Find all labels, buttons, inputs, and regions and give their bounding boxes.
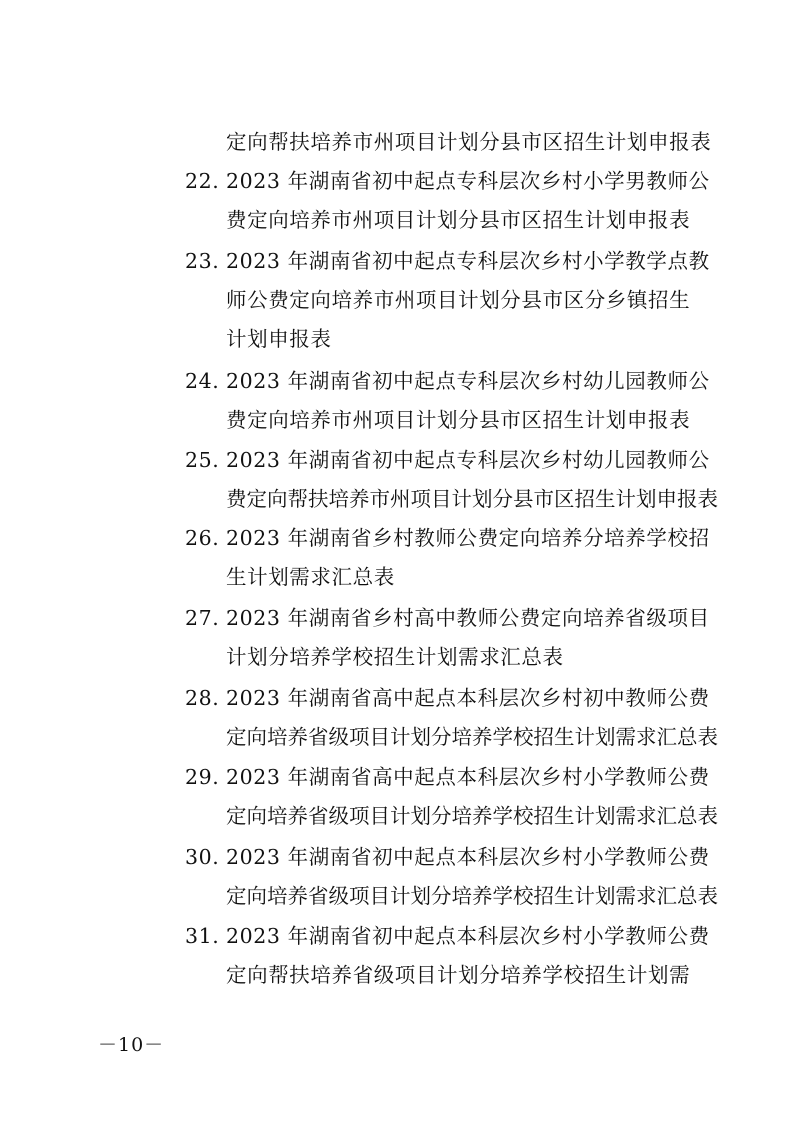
list-item-29-line1: [185, 762, 710, 792]
list-item-25-line2: 费定向帮扶培养市州项目计划分县市区招生计划申报表: [226, 487, 718, 511]
item-text: 2023 年湖南省高中起点本科层次乡村小学教师公费: [226, 765, 710, 789]
list-item-24-line1: [185, 366, 710, 396]
list-item-30-line2: 定向培养省级项目计划分培养学校招生计划需求汇总表: [226, 884, 718, 908]
list-item-27-line1: [185, 603, 710, 633]
list-item-23-line2: 师公费定向培养市州项目计划分县市区分乡镇招生: [226, 288, 691, 312]
item-text: 2023 年湖南省乡村高中教师公费定向培养省级项目: [226, 606, 710, 630]
item-number: 24.: [185, 369, 220, 393]
item-number: 27.: [185, 606, 220, 630]
list-item-25-line1: [185, 445, 710, 475]
list-item-23-line3: 计划申报表: [226, 327, 332, 351]
list-item-24-line2: 费定向培养市州项目计划分县市区招生计划申报表: [226, 408, 691, 432]
item-text: 2023 年湖南省初中起点专科层次乡村小学男教师公: [226, 169, 710, 193]
list-item-26-line1: [185, 523, 710, 553]
list-item-31-line1: [185, 921, 710, 951]
list-item-29-line2: 定向培养省级项目计划分培养学校招生计划需求汇总表: [226, 804, 718, 828]
item-text: 2023 年湖南省初中起点专科层次乡村幼儿园教师公: [226, 369, 710, 393]
item-text: 2023 年湖南省初中起点专科层次乡村小学教学点教: [226, 249, 710, 273]
list-item-30-line1: [185, 842, 710, 872]
list-item-31-line2: 定向帮扶培养省级项目计划分培养学校招生计划需: [226, 963, 691, 987]
list-item-28-line2: 定向培养省级项目计划分培养学校招生计划需求汇总表: [226, 725, 718, 749]
item-text: 2023 年湖南省乡村教师公费定向培养分培养学校招: [226, 526, 710, 550]
list-item-22-line2: 费定向培养市州项目计划分县市区招生计划申报表: [226, 208, 691, 232]
item-number: 26.: [185, 526, 220, 550]
list-item-26-line2: 生计划需求汇总表: [226, 565, 395, 589]
page-number: －10－: [98, 1034, 165, 1056]
item-text: 2023 年湖南省初中起点本科层次乡村小学教师公费: [226, 924, 710, 948]
continuation-line: 定向帮扶培养市州项目计划分县市区招生计划申报表: [226, 130, 712, 154]
list-item-23-line1: [185, 246, 710, 276]
item-text: 2023 年湖南省高中起点本科层次乡村初中教师公费: [226, 686, 710, 710]
item-number: 22.: [185, 169, 220, 193]
item-number: 28.: [185, 686, 220, 710]
item-number: 31.: [185, 924, 220, 948]
list-item-28-line1: [185, 683, 710, 713]
item-text: 2023 年湖南省初中起点本科层次乡村小学教师公费: [226, 845, 710, 869]
list-item-27-line2: 计划分培养学校招生计划需求汇总表: [226, 645, 564, 669]
item-number: 30.: [185, 845, 220, 869]
item-text: 2023 年湖南省初中起点专科层次乡村幼儿园教师公: [226, 448, 710, 472]
item-number: 25.: [185, 448, 220, 472]
item-number: 23.: [185, 249, 220, 273]
list-item-22-line1: [185, 166, 710, 196]
item-number: 29.: [185, 765, 220, 789]
